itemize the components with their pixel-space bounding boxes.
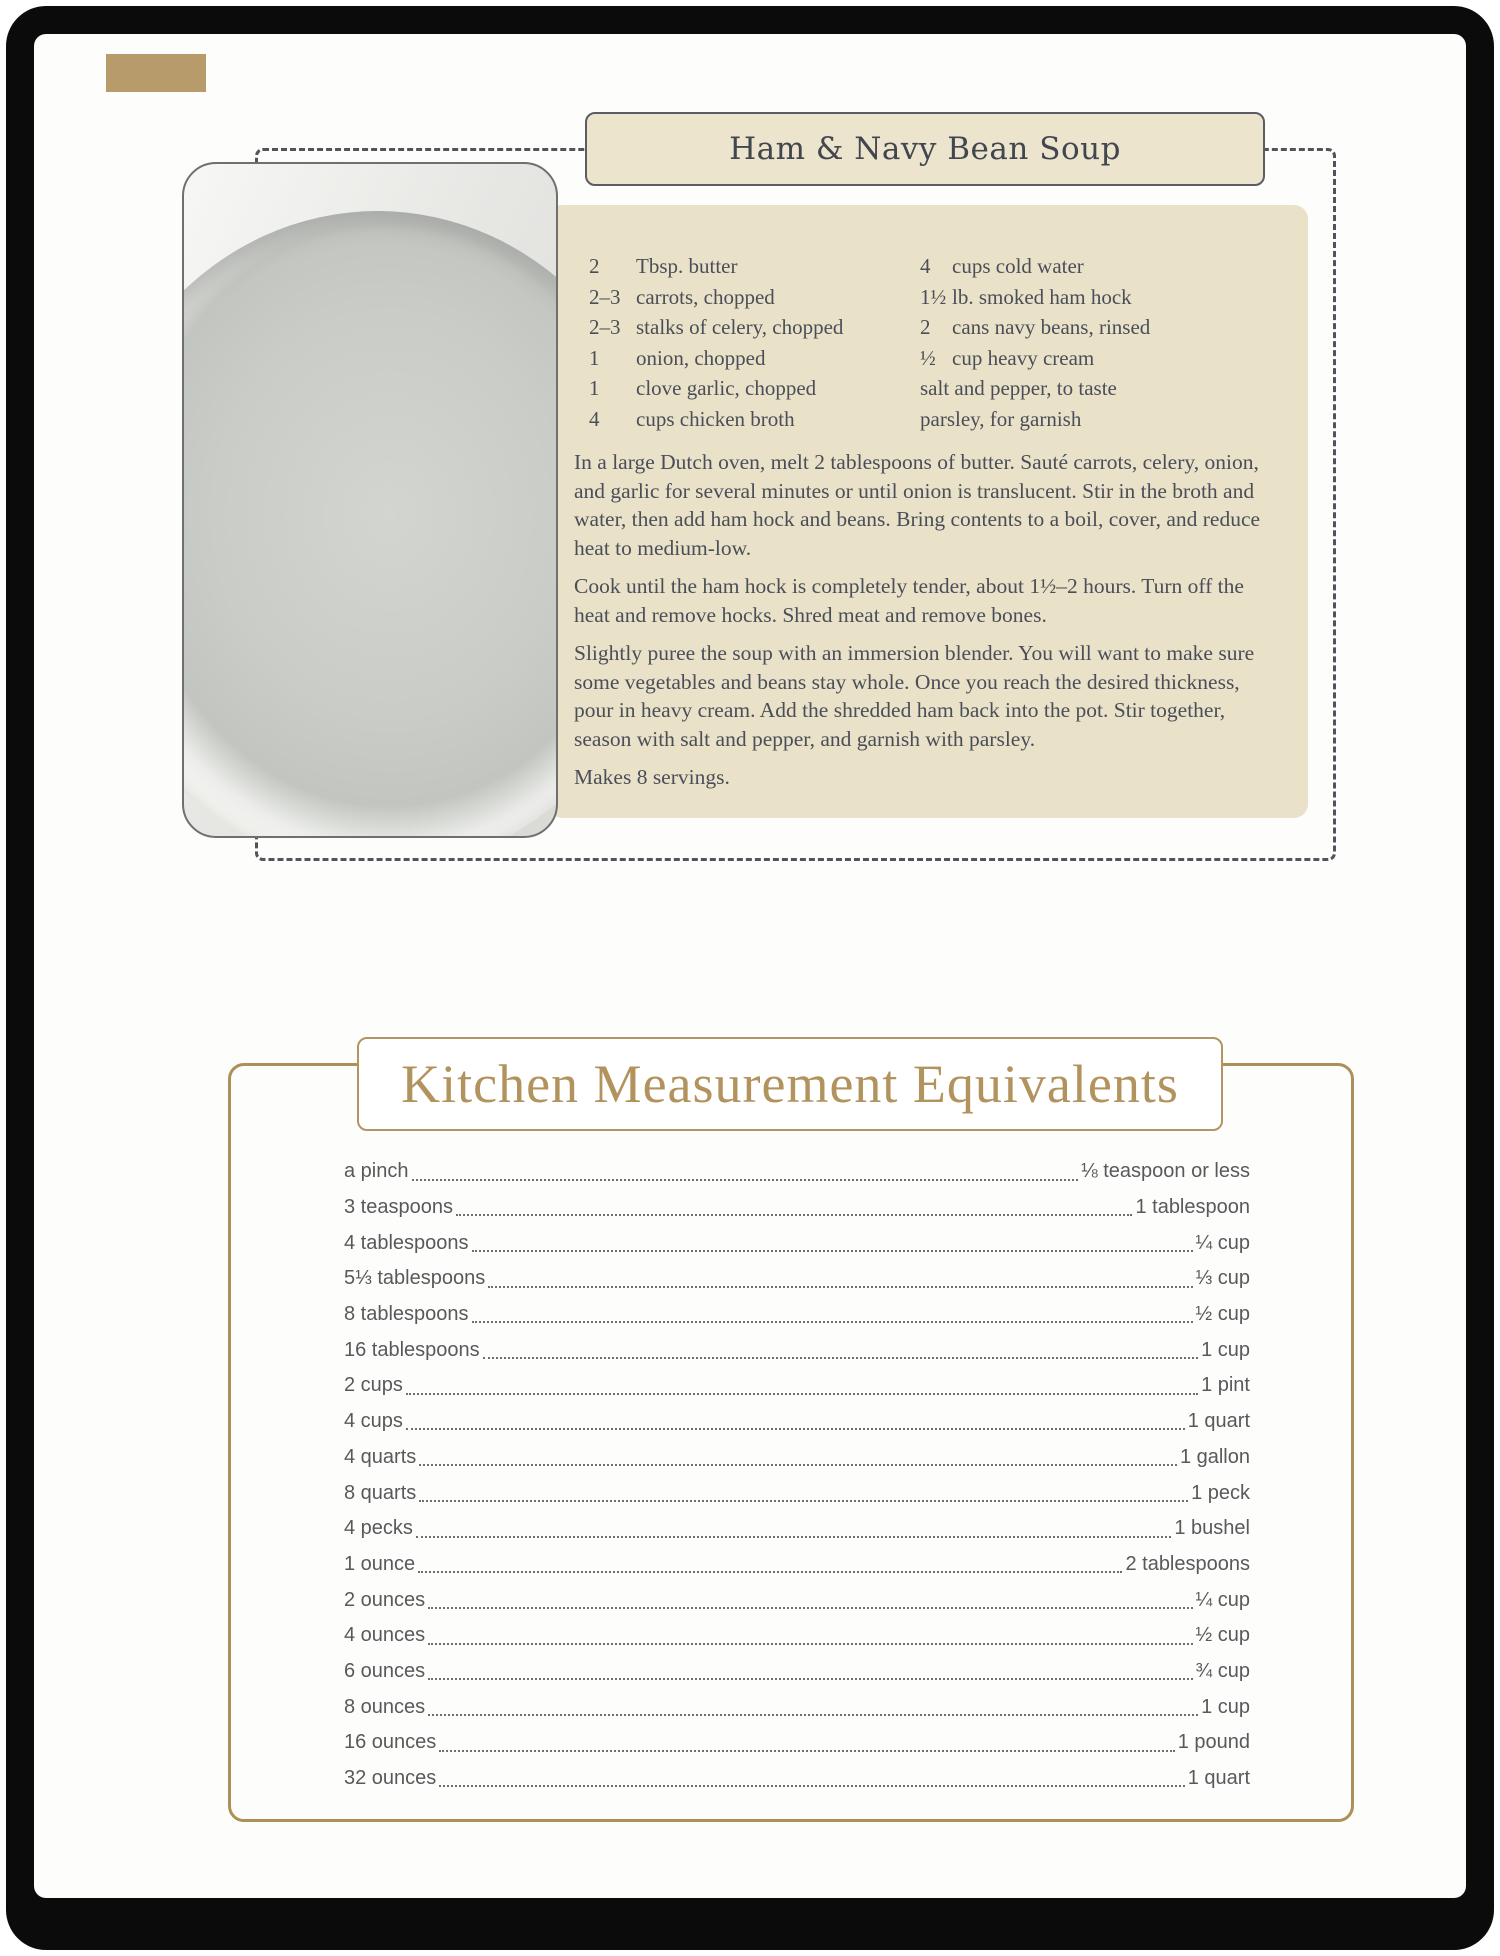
dot-leader bbox=[456, 1199, 1132, 1217]
measurement-amount: 4 quarts bbox=[344, 1445, 417, 1468]
ingredient-qty: 1½ bbox=[920, 284, 947, 309]
measurement-amount: 3 teaspoons bbox=[344, 1196, 453, 1219]
ingredient-row bbox=[920, 343, 1280, 374]
measurement-equivalent: ½ cup bbox=[1195, 1303, 1250, 1326]
corner-tab bbox=[106, 54, 206, 92]
recipe-panel bbox=[548, 205, 1308, 818]
ingredients-right-column bbox=[920, 251, 1280, 434]
dot-leader bbox=[406, 1377, 1198, 1395]
ingredient-row bbox=[920, 312, 1280, 343]
measurement-amount: 5⅓ tablespoons bbox=[344, 1267, 486, 1290]
ingredient-name: cans navy beans, rinsed bbox=[952, 315, 1151, 339]
ingredient-qty: 2 bbox=[920, 315, 931, 339]
ingredient-name: salt and pepper, to taste bbox=[920, 376, 1117, 400]
measurements-table bbox=[344, 1154, 1250, 1796]
ingredient-name: parsley, for garnish bbox=[920, 406, 1082, 431]
measurement-amount: 8 quarts bbox=[344, 1481, 417, 1504]
measurement-row bbox=[344, 1511, 1250, 1547]
dot-leader bbox=[406, 1413, 1185, 1431]
ingredient-qty: 4 bbox=[589, 406, 600, 431]
measurement-row bbox=[344, 1154, 1250, 1190]
ingredient-qty: 1 bbox=[589, 345, 600, 370]
measurement-row bbox=[344, 1547, 1250, 1583]
ingredient-row bbox=[920, 282, 1280, 313]
measurement-equivalent: 1 quart bbox=[1187, 1410, 1250, 1433]
measurements-title-box bbox=[357, 1037, 1223, 1131]
ingredient-row bbox=[920, 251, 1280, 282]
ingredients-list bbox=[574, 251, 1280, 434]
dot-leader bbox=[428, 1663, 1192, 1681]
dot-leader bbox=[483, 1341, 1198, 1359]
ingredient-name: carrots, chopped bbox=[636, 284, 775, 309]
ingredient-qty: 2–3 bbox=[589, 315, 621, 339]
measurement-row bbox=[344, 1440, 1250, 1476]
measurement-amount: a pinch bbox=[344, 1160, 409, 1183]
measurement-row bbox=[344, 1689, 1250, 1725]
measurement-amount: 4 ounces bbox=[344, 1624, 426, 1647]
measurement-equivalent: 1 cup bbox=[1201, 1695, 1250, 1718]
dot-leader bbox=[472, 1234, 1193, 1252]
measurement-row bbox=[344, 1225, 1250, 1261]
measurement-equivalent: ½ cup bbox=[1195, 1624, 1250, 1647]
measurement-equivalent: 1 bushel bbox=[1174, 1517, 1250, 1540]
dot-leader bbox=[428, 1627, 1192, 1645]
ingredient-name: clove garlic, chopped bbox=[636, 376, 817, 400]
measurement-equivalent: 1 pound bbox=[1177, 1731, 1250, 1754]
ingredient-row bbox=[589, 404, 920, 435]
dot-leader bbox=[488, 1270, 1192, 1288]
measurement-amount: 8 tablespoons bbox=[344, 1303, 469, 1326]
ingredient-row bbox=[589, 251, 920, 282]
measurement-equivalent: 1 pint bbox=[1201, 1374, 1250, 1397]
measurement-equivalent: ⅛ teaspoon or less bbox=[1081, 1160, 1250, 1183]
ingredient-qty: 2 bbox=[589, 254, 600, 278]
measurement-amount: 2 cups bbox=[344, 1374, 403, 1397]
recipe-photo bbox=[182, 162, 558, 838]
measurement-row bbox=[344, 1725, 1250, 1761]
recipe-instructions bbox=[574, 448, 1280, 792]
ingredient-name: Tbsp. butter bbox=[636, 254, 738, 278]
dot-leader bbox=[418, 1556, 1122, 1574]
measurement-row bbox=[344, 1582, 1250, 1618]
measurement-equivalent: ⅓ cup bbox=[1195, 1267, 1250, 1290]
measurement-equivalent: 1 cup bbox=[1201, 1338, 1250, 1361]
recipe-title-box bbox=[585, 112, 1265, 186]
measurement-row bbox=[344, 1368, 1250, 1404]
recipe-title: Ham & Navy Bean Soup bbox=[729, 131, 1121, 167]
recipe-step: Cook until the ham hock is completely tender, about 1½–2 hours. Turn off the heat and remove hocks. Shred meat and remove bones. bbox=[574, 574, 1244, 627]
dot-leader bbox=[439, 1734, 1174, 1752]
measurement-row bbox=[344, 1404, 1250, 1440]
measurement-amount: 8 ounces bbox=[344, 1695, 426, 1718]
measurement-equivalent: 2 tablespoons bbox=[1125, 1552, 1250, 1575]
dot-leader bbox=[412, 1163, 1079, 1181]
ingredient-name: stalks of celery, chopped bbox=[636, 315, 844, 339]
measurement-amount: 1 ounce bbox=[344, 1552, 416, 1575]
ingredient-qty: 1 bbox=[589, 376, 600, 400]
measurement-amount: 4 pecks bbox=[344, 1517, 413, 1540]
ingredient-row bbox=[589, 343, 920, 374]
ingredients-left-column bbox=[589, 251, 920, 434]
ingredient-row bbox=[589, 312, 920, 343]
measurement-row bbox=[344, 1297, 1250, 1333]
ingredient-name: onion, chopped bbox=[636, 345, 766, 370]
measurement-row bbox=[344, 1261, 1250, 1297]
ingredient-row bbox=[920, 404, 1280, 435]
measurement-amount: 4 cups bbox=[344, 1410, 403, 1433]
ingredient-name: lb. smoked ham hock bbox=[952, 284, 1132, 309]
measurement-equivalent: 1 quart bbox=[1187, 1767, 1250, 1790]
ingredient-qty: 2–3 bbox=[589, 284, 621, 309]
measurement-equivalent: 1 tablespoon bbox=[1135, 1196, 1250, 1219]
ingredient-row bbox=[589, 373, 920, 404]
measurement-row bbox=[344, 1475, 1250, 1511]
measurement-equivalent: ¾ cup bbox=[1195, 1659, 1250, 1682]
page-body bbox=[34, 34, 1466, 1898]
ingredient-name: cup heavy cream bbox=[952, 345, 1095, 370]
measurement-amount: 32 ounces bbox=[344, 1767, 437, 1790]
recipe-step: In a large Dutch oven, melt 2 tablespoons of butter. Sauté carrots, celery, onion, and garlic for several minutes or until onion is translucent. Stir in the broth and water, then add ham hock and beans. Bring contents to a boil, cover, and reduce heat to medium-low. bbox=[574, 450, 1261, 560]
ingredient-qty: ½ bbox=[920, 345, 936, 370]
dot-leader bbox=[428, 1698, 1198, 1716]
ingredient-qty: 4 bbox=[920, 254, 931, 278]
ingredient-row bbox=[920, 373, 1280, 404]
measurement-amount: 2 ounces bbox=[344, 1588, 426, 1611]
measurement-row bbox=[344, 1618, 1250, 1654]
measurement-row bbox=[344, 1761, 1250, 1797]
measurement-amount: 16 tablespoons bbox=[344, 1338, 480, 1361]
measurement-equivalent: ¼ cup bbox=[1195, 1588, 1250, 1611]
dot-leader bbox=[419, 1484, 1188, 1502]
measurements-title: Kitchen Measurement Equivalents bbox=[401, 1054, 1179, 1114]
dot-leader bbox=[428, 1591, 1192, 1609]
measurement-equivalent: ¼ cup bbox=[1195, 1231, 1250, 1254]
measurement-row bbox=[344, 1190, 1250, 1226]
measurement-amount: 6 ounces bbox=[344, 1659, 426, 1682]
ingredient-row bbox=[589, 282, 920, 313]
measurement-amount: 16 ounces bbox=[344, 1731, 437, 1754]
measurement-row bbox=[344, 1332, 1250, 1368]
ingredient-name: cups cold water bbox=[952, 254, 1084, 278]
recipe-step: Slightly puree the soup with an immersion blender. You will want to make sure some vegetables and beans stay whole. Once you reach the desired thickness, pour in heavy cream. Add the shredded ham back into the pot. Stir together, season with salt and pepper, and garnish with parsley. bbox=[574, 641, 1255, 751]
dot-leader bbox=[439, 1770, 1184, 1788]
dot-leader bbox=[419, 1449, 1177, 1467]
measurement-equivalent: 1 gallon bbox=[1179, 1445, 1250, 1468]
measurement-row bbox=[344, 1654, 1250, 1690]
measurement-amount: 4 tablespoons bbox=[344, 1231, 469, 1254]
soup-garnish-image bbox=[184, 164, 556, 836]
measurement-equivalent: 1 peck bbox=[1191, 1481, 1250, 1504]
ingredient-name: cups chicken broth bbox=[636, 406, 795, 431]
dot-leader bbox=[416, 1520, 1171, 1538]
dot-leader bbox=[472, 1306, 1193, 1324]
recipe-step: Makes 8 servings. bbox=[574, 765, 730, 789]
